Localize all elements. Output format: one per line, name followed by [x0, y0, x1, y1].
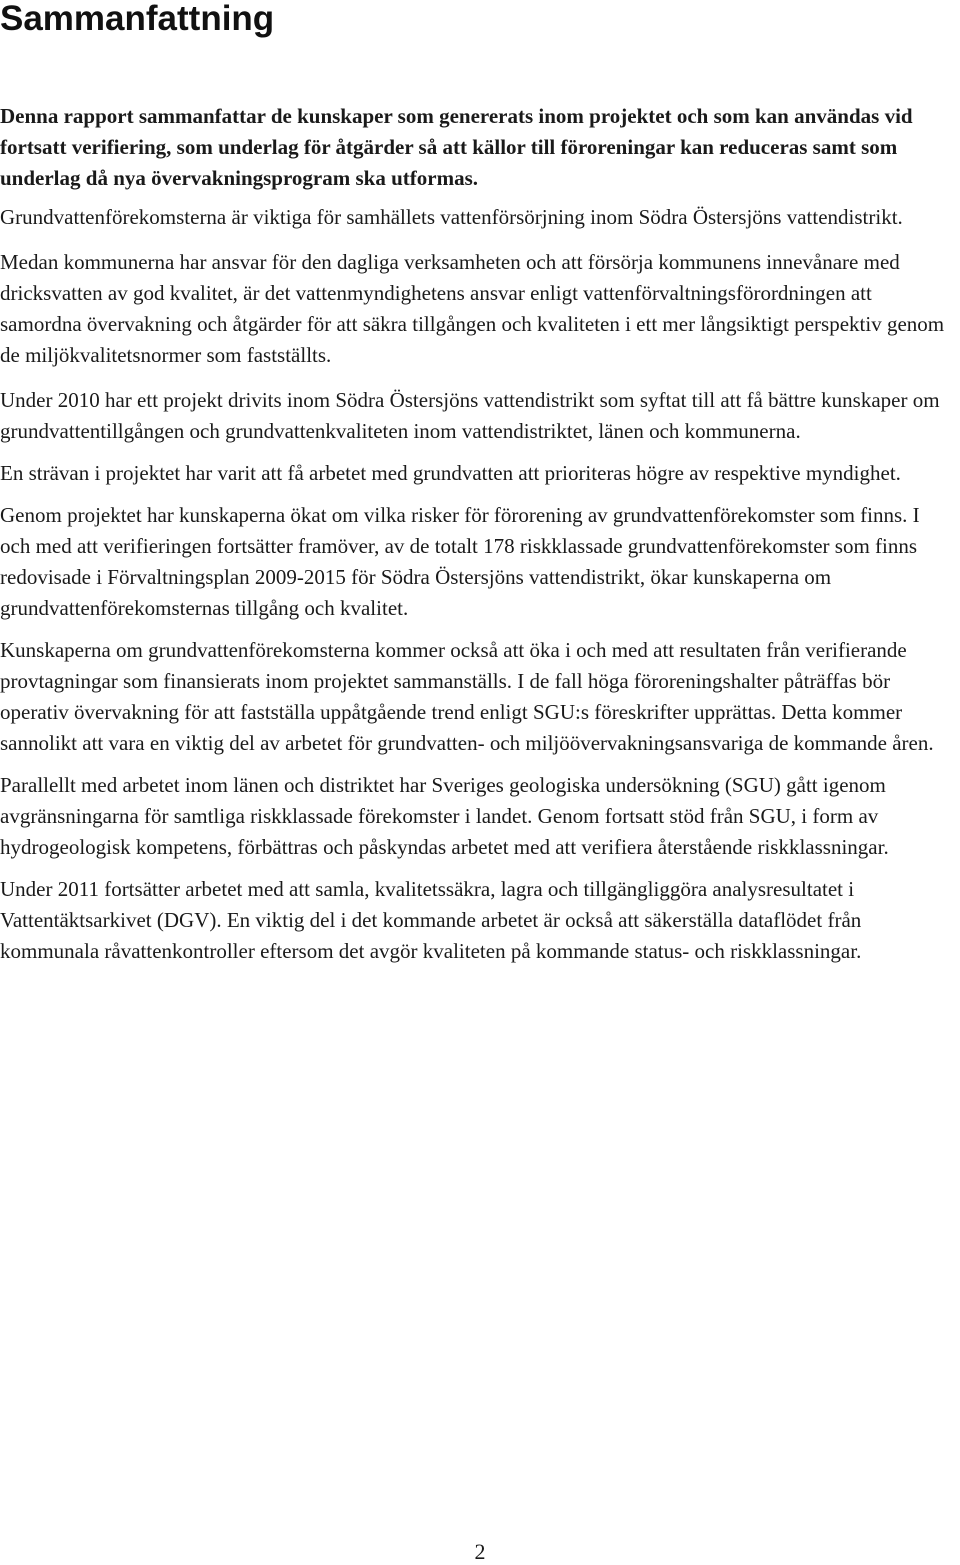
- paragraph-3: Under 2010 har ett projekt drivits inom Södra Östersjöns vattendistrikt som syftat till att få bättre kunskaper om grundvattentillgången och grundvattenkvaliteten inom vattendistriktet, länen och kommunerna.: [0, 388, 940, 443]
- paragraph-7: Parallellt med arbetet inom länen och distriktet har Sveriges geologiska undersökning (SGU) gått igenom avgränsningarna för samtliga riskklassade förekomster i landet. Genom fortsatt stöd från SGU, i form av hydrogeologisk kompetens, förbättras och påskyndas arbetet med att verifiera återstående riskklassningar.: [0, 773, 889, 859]
- paragraph-2: Medan kommunerna har ansvar för den dagliga verksamheten och att försörja kommunens innevånare med dricksvatten av god kvalitet, är det vattenmyndighetens ansvar enligt vattenförvaltningsförordningen att samordna övervakning och åtgärder för att säkra tillgången och kvaliteten i ett mer långsiktigt perspektiv genom de miljökvalitetsnormer som fastställts.: [0, 250, 945, 367]
- intro-paragraph: Denna rapport sammanfattar de kunskaper som genererats inom projektet och som kan användas vid fortsatt verifiering, som underlag för åtgärder så att källor till föroreningar kan reduceras samt som underlag då nya övervakningsprogram ska utformas.: [0, 104, 913, 190]
- paragraph-1: Grundvattenförekomsterna är viktiga för samhällets vattenförsörjning inom Södra Östersjöns vattendistrikt.: [0, 205, 903, 229]
- paragraph-4: En strävan i projektet har varit att få arbetet med grundvatten att prioriteras högre av respektive myndighet.: [0, 461, 901, 485]
- paragraph-8: Under 2011 fortsätter arbetet med att samla, kvalitetssäkra, lagra och tillgängliggöra analysresultatet i Vattentäktsarkivet (DGV). En viktig del i det kommande arbetet är också att säkerställa dataflödet från kommunala råvattenkontroller eftersom det avgör kvaliteten på kommande status- och riskklassningar.: [0, 877, 862, 963]
- body-text: [0, 101, 955, 967]
- paragraph-5: Genom projektet har kunskaperna ökat om vilka risker för förorening av grundvattenförekomster som finns. I och med att verifieringen fortsätter framöver, av de totalt 178 riskklassade grundvattenförekomster som finns redovisade i Förvaltningsplan 2009-2015 för Södra Östersjöns vattendistrikt, ökar kunskaperna om grundvattenförekomsternas tillgång och kvalitet.: [0, 503, 920, 620]
- paragraph-6: Kunskaperna om grundvattenförekomsterna kommer också att öka i och med att resultaten från verifierande provtagningar som finansierats inom projektet sammanställs. I de fall höga föroreningshalter påträffas bör operativ övervakning för att fastställa uppåtgående trend enligt SGU:s föreskrifter upprättas. Detta kommer sannolikt att vara en viktig del av arbetet för grundvatten- och miljöövervakningsansvariga de kommande åren.: [0, 638, 934, 755]
- page-number: 2: [474, 1539, 486, 1564]
- page-title: Sammanfattning: [0, 0, 275, 38]
